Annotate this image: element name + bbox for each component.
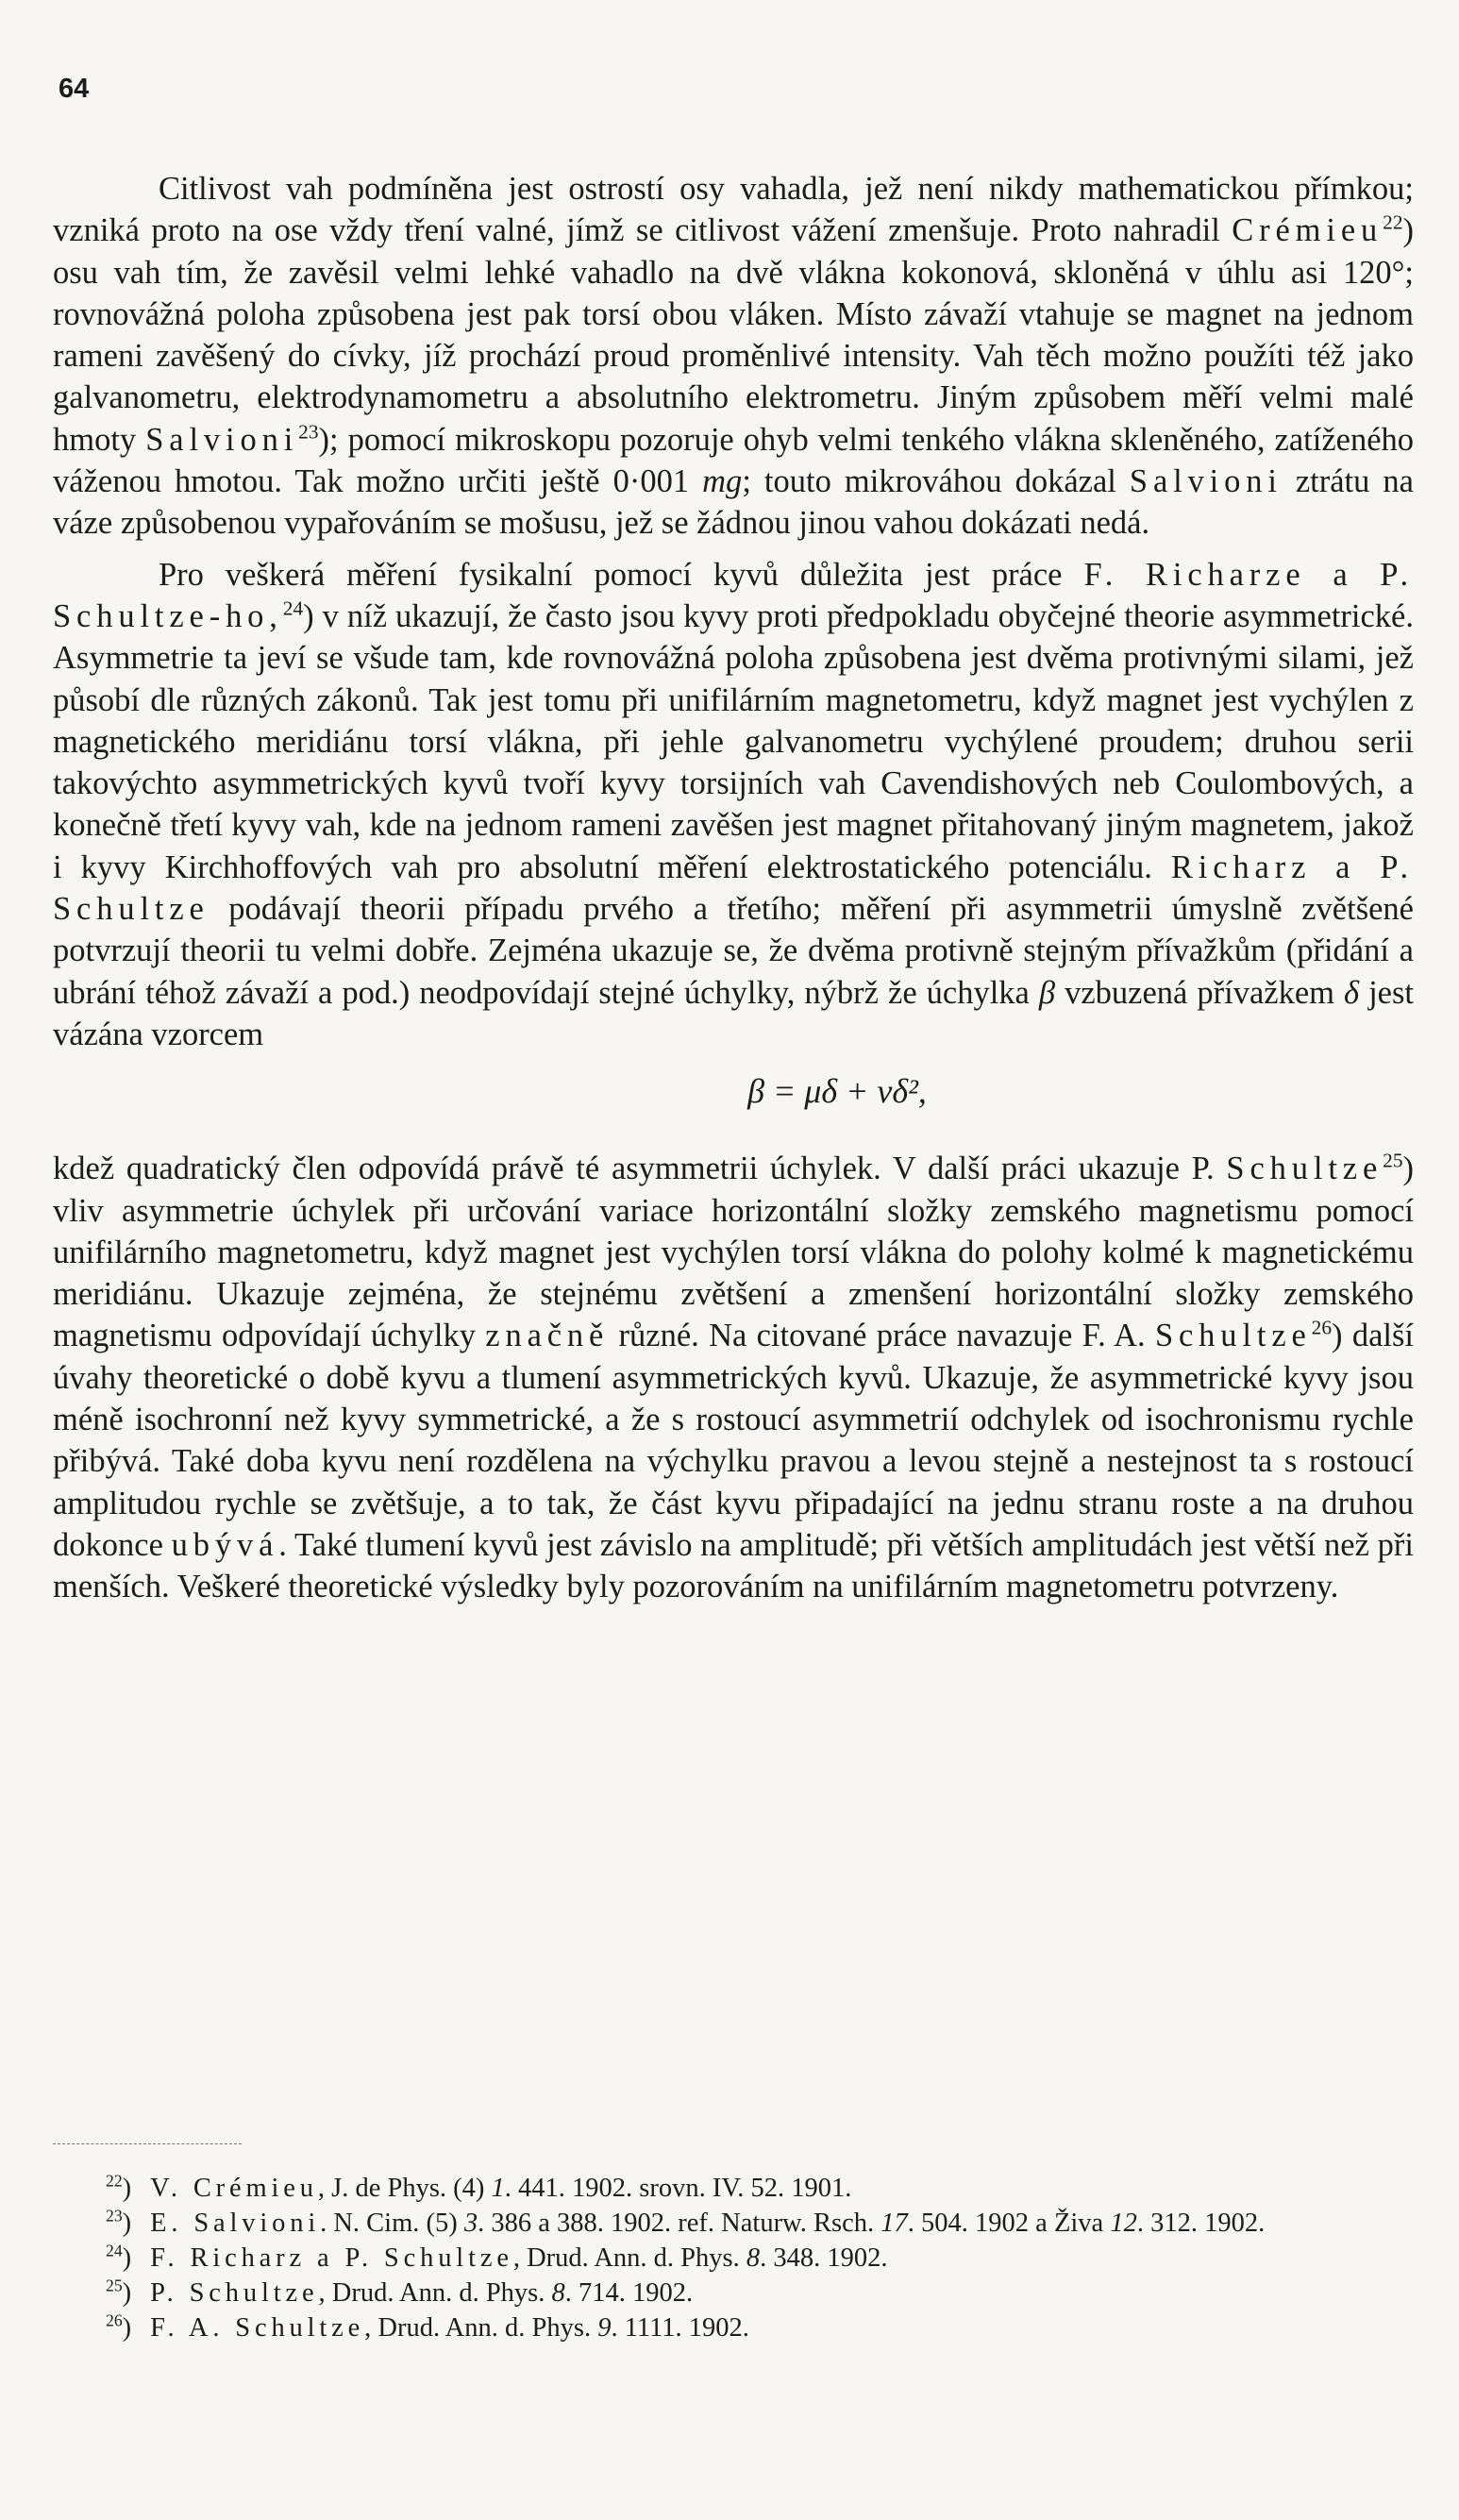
paragraph-1 (53, 168, 1414, 545)
footnote-citation: . 504. 1902 a Živa (907, 2209, 1111, 2238)
paragraph-2 (53, 554, 1414, 1056)
footnote-citation: , Drud. Ann. d. Phys. (318, 2278, 552, 2308)
footnote-number: 24 (106, 2241, 123, 2260)
emphasis-znacne: značně (485, 1318, 610, 1354)
footnote-citation: . 348. 1902. (760, 2243, 888, 2273)
footnote-number: 22 (106, 2171, 123, 2191)
symbol-delta: δ (1344, 974, 1360, 1011)
footnote-citation: , Drud. Ann. d. Phys. (512, 2243, 746, 2273)
footnote-volume: 8 (551, 2278, 565, 2308)
footnote-author: F. A. Schultze (150, 2313, 365, 2343)
p1-text-e: ztrátu na váze způsobenou vypařováním se mošusu, jež se žádnou jinou vahou dokázati nedá. (53, 463, 1414, 542)
p2-text-c: podávají theorii případu prvého a třetího; měření při asymmetrii úmyslně zvětšené potvrzují theorii tu velmi dobře. Zejména ukazuje se, že dvěma protivně stejným přívažkům (přidání a ubrání téhož závaží a pod.) neodpovídají stejné úchylky, nýbrž že úchylka (53, 891, 1414, 1011)
footnote-number: 26 (106, 2310, 123, 2330)
author-fa-schultze: Schultze (1154, 1318, 1312, 1354)
paragraph-3 (53, 1148, 1414, 1607)
footnote-citation: . N. Cim. (5) (320, 2209, 464, 2238)
footnote-citation: , J. de Phys. (4) (317, 2174, 492, 2203)
footnote-volume: 9 (597, 2313, 612, 2343)
footnote-24: $^{24}$) F. Richarz a P. Schultze, Drud. Ann. d. Phys. 8. 348. 1902. (106, 2241, 888, 2273)
footnote-citation: . 386 a 388. 1902. ref. Naturw. Rsch. (478, 2209, 881, 2238)
footnote-author: P. Schultze (150, 2278, 319, 2308)
footnote-volume: 8 (746, 2243, 761, 2273)
footnote-author: E. Salvioni (150, 2209, 321, 2238)
footnote-citation: . 312. 1902. (1136, 2209, 1266, 2238)
p1-text-d: ; touto mikrováhou dokázal (742, 463, 1130, 500)
footnote-number: 23 (106, 2206, 123, 2226)
footnote-author: V. Crémieu (150, 2174, 318, 2203)
p3-text-a: kdež quadratický člen odpovídá právě té asymmetrii úchylek. V další práci ukazuje P. (53, 1151, 1227, 1187)
footnotes (53, 2171, 1414, 2345)
author-schultze: Schultze (1226, 1151, 1384, 1187)
unit-mg: mg (702, 463, 743, 500)
equation: β = μδ + νδ², (747, 1072, 927, 1111)
p2-text-b: ) v níž ukazují, že často jsou kyvy proti předpokladu obyčejné theorie asymmetrické. Asymmetrie ta jeví se všude tam, kde rovnovážná poloha způsobena jest dvěma protivnými silami, jež působí dle různých zákonů. Tak jest tomu při unifilárním magnetometru, když magnet jest vychýlen z magnetického meridiánu torsí vlákna, při jehle galvanometru vychýlené proudem; druhou serii takovýchto asymmetrických kyvů tvoří kyvy torsijních vah Cavendishových neb Coulombových, a konečně třetí kyvy vah, kde na jednom rameni zavěšen jest magnet přitahovaný jiným magnetem, jakož i kyvy Kirchhoffových vah pro absolutní měření elektrostatického potenciálu. (53, 597, 1414, 885)
footnote-22: $^{22}$) V. Crémieu, J. de Phys. (4) 1. 441. 1902. srovn. IV. 52. 1901. (106, 2171, 852, 2203)
footnote-author: F. Richarz a P. Schultze (150, 2243, 513, 2273)
symbol-beta: β (1038, 974, 1056, 1011)
footnote-volume: 12 (1110, 2209, 1137, 2238)
author-richarz-schultze: F. Richarze a P. Schultze-ho, (53, 556, 1415, 634)
footnote-ref-22[interactable]: 22 (1383, 210, 1403, 234)
footnote-25: $^{25}$) P. Schultze, Drud. Ann. d. Phys. 8. 714. 1902. (106, 2276, 694, 2308)
p3-text-b: ) vliv asymmetrie úchylek při určování variace horizontální složky zemského magnetismu pomocí unifilárního magnetometru, když magnet jest vychýlen torsí vlákna do polohy kolmé k magnetickému meridiánu. Ukazuje zejména, že stejnému zvětšení a zmenšení horizontální složky zemského magnetismu odpovídají úchylky (53, 1151, 1414, 1354)
footnote-volume: 3 (463, 2209, 478, 2238)
author-salvioni: Salvioni (145, 421, 299, 458)
footnote-volume: 17 (880, 2209, 908, 2238)
p3-text-c: různé. Na citované práce navazuje F. A. (609, 1318, 1155, 1354)
p1-text-c: ); pomocí mikroskopu pozoruje ohyb velmi tenkého vlákna skleněného, zatíženého váženou hmotou. Tak možno určiti ještě 0·001 (53, 421, 1415, 500)
footnote-23: $^{23}$) E. Salvioni. N. Cim. (5) 3. 386 a 388. 1902. ref. Naturw. Rsch. 17. 504. 1902 a Živa 12. 312. 1902. (106, 2206, 1266, 2238)
footnote-ref-24[interactable]: 24 (282, 596, 304, 620)
body-text (53, 168, 1414, 1608)
footnote-citation: , Drud. Ann. d. Phys. (364, 2313, 598, 2343)
footnote-citation: . 1111. 1902. (611, 2313, 749, 2343)
p1-text-b: ) osu vah tím, že zavěsil velmi lehké vahadlo na dvě vlákna kokonová, skloněná v úhlu asi 120°; rovnovážná poloha způsobena jest pak torsí obou vláken. Místo závaží vtahuje se magnet na jednom rameni zavěšený do cívky, jíž prochází proud proměnlivé intensity. Vah těch možno použíti též jako galvanometru, elektrodynamometru a absolutního elektrometru. Jiným způsobem měří velmi malé hmoty (53, 212, 1414, 458)
p2-text-e: jest vázána vzorcem (53, 974, 1414, 1052)
p3-text-d: ) další úvahy theoretické o době kyvu a tlumení asymmetrických kyvů. Ukazuje, že asymmetrické kyvy jsou méně isochronní než kyvy symmetrické, a že s rostoucí asymmetrií odchylek od isochronismu rychle přibývá. Také doba kyvu není rozdělena na výchylku pravou a levou stejně a nestejnost ta s rostoucí amplitudou rychle se zvětšuje, a to tak, že část kyvu připadající na jednu stranu roste a na druhou dokonce (53, 1318, 1414, 1563)
footnote-number: 25 (106, 2276, 123, 2295)
author-richarz-schultze-2: Richarz a P. Schultze (53, 848, 1414, 928)
footnote-26: $^{26}$) F. A. Schultze, Drud. Ann. d. Phys. 9. 1111. 1902. (106, 2310, 749, 2343)
page-number: 64 (59, 74, 90, 104)
footnote-divider (53, 2143, 242, 2144)
p2-text-d: vzbuzená přívažkem (1055, 974, 1344, 1011)
p1-text-a: Citlivost vah podmíněna jest ostrostí osy vahadla, jež není nikdy mathematickou přímkou; vzniká proto na ose vždy tření valné, jímž se citlivost vážení zmenšuje. Proto nahradil (53, 171, 1414, 249)
footnote-ref-23[interactable]: 23 (298, 420, 319, 444)
author-cremieu: Crémieu (1232, 212, 1384, 249)
footnote-citation: . 714. 1902. (564, 2278, 694, 2308)
footnote-volume: 1 (491, 2174, 505, 2203)
emphasis-ubyva: ubývá (171, 1526, 279, 1563)
footnote-ref-26[interactable]: 26 (1311, 1316, 1333, 1339)
p2-text-a: Pro veškerá měření fysikalní pomocí kyvů důležita jest práce (159, 556, 1084, 593)
footnote-ref-25[interactable]: 25 (1383, 1149, 1403, 1172)
footnote-citation: . 441. 1902. srovn. IV. 52. 1901. (504, 2174, 852, 2203)
author-salvioni-2: Salvioni (1129, 463, 1283, 500)
p3-text-e: . Také tlumení kyvů jest závislo na amplitudě; při větších amplitudách jest větší než při menších. Veškeré theoretické výsledky byly pozorováním na unifilárním magnetometru potvrzeny. (53, 1526, 1414, 1605)
